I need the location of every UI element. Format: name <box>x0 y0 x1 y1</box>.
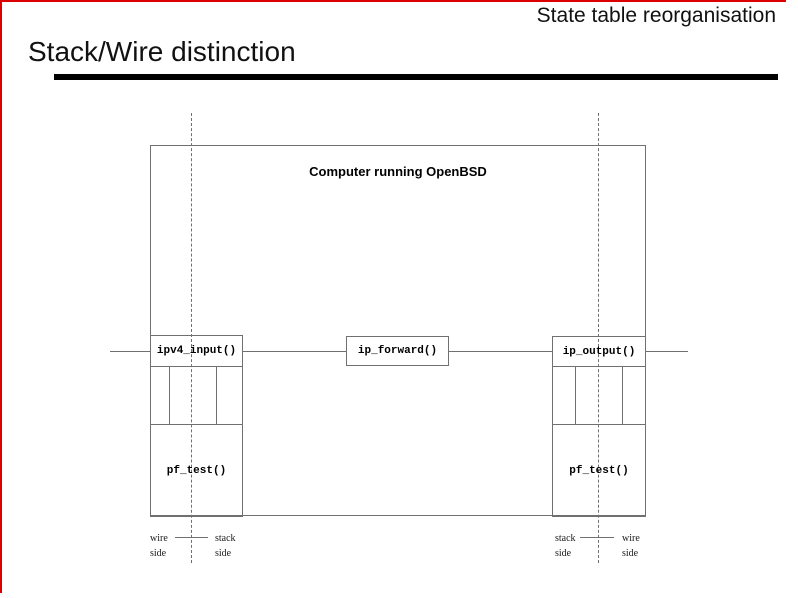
pf-test-right-box <box>552 424 646 517</box>
stack-side-right-line2: side <box>555 548 572 559</box>
connector-left-2 <box>216 367 217 424</box>
connector-left-1 <box>169 367 170 424</box>
wire-side-right-line2: side <box>622 548 639 559</box>
stack-side-right-line1: stack <box>555 533 576 544</box>
page-title: Stack/Wire distinction <box>28 36 296 67</box>
slide-border-left <box>0 0 2 593</box>
side-divider-left <box>175 537 208 538</box>
ip-forward-label: ip_forward() <box>357 345 438 357</box>
pf-test-left-box <box>150 424 243 517</box>
connector-right-2 <box>575 367 576 424</box>
connector-left-3 <box>242 367 243 424</box>
wire-side-left-line1: wire <box>150 533 168 544</box>
ip-forward-box <box>346 336 449 366</box>
stack-side-label-right <box>555 531 576 561</box>
stack-side-label-left <box>215 531 236 561</box>
ip-output-box <box>552 336 646 367</box>
side-divider-right <box>580 537 614 538</box>
header-title: State table reorganisation <box>536 4 776 27</box>
pf-test-left-label: pf_test() <box>166 464 227 477</box>
wire-side-label-left <box>150 531 168 561</box>
packet-line-input-to-forward <box>243 351 346 352</box>
connector-right-1 <box>552 367 553 424</box>
ipv4-input-box <box>150 335 243 367</box>
wire-side-label-right <box>622 531 640 561</box>
stack-side-left-line1: stack <box>215 533 236 544</box>
ipv4-input-label: ipv4_input() <box>156 345 237 357</box>
packet-line-forward-to-output <box>449 351 552 352</box>
wire-side-left-line2: side <box>150 548 167 559</box>
slide-border-top <box>0 0 786 2</box>
packet-line-in <box>110 351 150 352</box>
wire-side-right-line1: wire <box>622 533 640 544</box>
title-underline <box>54 74 778 80</box>
computer-box-label: Computer running OpenBSD <box>309 164 487 179</box>
connector-right-3 <box>622 367 623 424</box>
packet-line-out <box>646 351 688 352</box>
pf-test-right-label: pf_test() <box>569 464 629 477</box>
stack-side-left-line2: side <box>215 548 232 559</box>
ip-output-label: ip_output() <box>562 345 636 358</box>
